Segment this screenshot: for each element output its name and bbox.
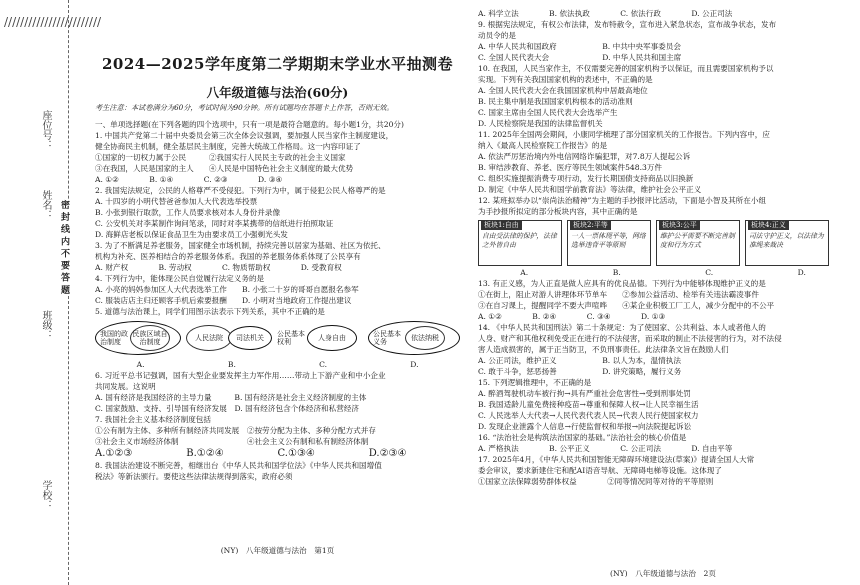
q5-diagram-c (277, 325, 368, 351)
question-line: ③在我国，人民是国家的主人 ④人民是中国特色社会主义制度的最大优势 (95, 164, 354, 173)
question-line: 动员令的是 (478, 31, 516, 40)
question-line: ①在街上，阻止对游人讲理体环节单车 ②参加公益活动、检举有关违法霸凌事件 (478, 290, 759, 299)
q12-box-justice (745, 220, 829, 266)
question-line: ①国家立法保障弱势群体权益 ②同等情况同等对待的平等原则 (478, 477, 714, 486)
question-line: A. 依法严厉惩治境内外电信网络诈骗犯罪，对7.8万人提起公诉 (478, 152, 691, 161)
option-label: C. (705, 268, 714, 277)
question-line: 人身、财产和其他权利免受正在进行的不法侵害，而采取的制止不法侵害的行为，对不法侵 (478, 334, 782, 343)
diagram-outer-ellipse (95, 321, 181, 355)
class-label: 班级： (40, 310, 51, 340)
question-line: 实现。下列有关我国国家机构的表述中，不正确的是 (478, 75, 653, 84)
option-label: D. (410, 360, 419, 369)
question-line: 7. 我国社会主义基本经济制度包括 (95, 415, 211, 424)
question-line: A. 公正司法，维护正义 B. 以人为本，温情执法 (478, 356, 681, 365)
question-line: 税法》等新法颁行。要使这些法律法规得到落实，政府必须 (95, 472, 293, 481)
question-line: C. 公安机关对李某制作询问笔录，同时对李某携带的信纸进行拍照取证 (95, 219, 334, 228)
question-line: ①公有制为主体、多种所有制经济共同发展 ②按劳分配为主体、多种分配方式并存 (95, 426, 376, 435)
question-line: 8. 我国法治建设不断完善，相继出台《中华人民共和国学位法》《中华人民共和国增值 (95, 461, 382, 470)
question-line: A. 财产权 B. 劳动权 C. 物质帮助权 D. 受教育权 (95, 263, 342, 272)
question-line: B. 小张到银行取款，工作人员要求核对本人身份并录像 (95, 208, 281, 217)
diagram-outer-label: 公民基本义务 (373, 330, 401, 346)
diagram-inner-ellipse (405, 326, 445, 350)
diagram-outer-label: 我国的政治制度 (100, 330, 128, 346)
box-heading: 板块1:自由 (481, 221, 522, 230)
question-line: ①国家的一切权力属于公民 ②我国实行人民民主专政的社会主义国家 (95, 153, 346, 162)
option-label: A. (520, 268, 529, 277)
footer-page-2: (NY) 八年级道德与法治 2页 (610, 569, 716, 578)
question-line: A. 十四岁的小明代替爸爸参加人大代表选举投票 (95, 197, 258, 206)
question-line: A. 全国人民代表大会在我国国家机构中居最高地位 (478, 86, 648, 95)
box-heading: 板块2:平等 (570, 221, 611, 230)
question-line: 17. 2025年4月，《中华人民共和国智能无障碍环境建设法(草案)》提请全国人大常 (478, 455, 755, 464)
question-line: 12. 某班拟举办以“崇尚法治精神”为主题的手抄报评比活动，下面是小智及其所在小组 (478, 196, 767, 205)
option-label: C.①③④ (277, 448, 315, 459)
exam-subject: 八年级道德与法治(60分) (206, 85, 349, 100)
diagram-inner-ellipse (130, 325, 170, 351)
slash-marks: //////////////////////// (4, 15, 102, 29)
diagram-inner-label: 民族区域自治制度 (132, 330, 168, 346)
question-line: D. 发现企业泄露个人信息→行使监督权和举报→向法院提起诉讼 (478, 422, 692, 431)
question-line: A. 严格执法 B. 公平正义 C. 公正司法 D. 自由平等 (478, 444, 733, 453)
question-line: 4. 下列行为中，能体现公民自觉履行法定义务的是 (95, 274, 265, 283)
question-line: C. 组织实施提振消费专项行动，发行长期国债支持商品以旧换新 (478, 174, 694, 183)
diagram-left-ellipse (186, 325, 232, 351)
question-line: 3. 为了不断满足养老服务，国家健全市场机制，持续完善以居家为基础、社区为依托、 (95, 241, 386, 250)
option-label: A.①②③ (95, 448, 133, 459)
question-line: A. ①② B. ②④ C. ③④ D. ①③ (478, 312, 666, 321)
question-line: A. 小亮的妈妈参加区人大代表选举工作 B. 小张二十岁的哥哥自愿报名参军 (95, 285, 359, 294)
q7-options (95, 447, 460, 460)
box-heading: 板块4:正义 (748, 221, 789, 230)
exam-title: 2024—2025学年度第二学期期末学业水平抽测卷 (102, 55, 453, 73)
q12-box-fairness (656, 220, 740, 266)
box-body: 一人一票体现平等，网络选举违背平等原则 (571, 232, 646, 249)
diagram-outer-label: 人民法院 (195, 333, 223, 342)
school-label: 学校： (40, 480, 51, 510)
question-line: ③在自习课上，提醒同学不要大声喧哗 ④某企业积极工厂工人，减少分配中的不公平 (478, 301, 775, 310)
option-label: B.①②④ (186, 448, 224, 459)
seal-warning: 密 封 线 内 不 要 答 题 (59, 200, 69, 294)
left-questions-1 (95, 119, 460, 317)
left-questions-2 (95, 370, 460, 447)
question-line: 9. 根据宪法规定，有权公布法律，发布特赦令，宣布进入紧急状态，宣布战争状态，发布 (478, 20, 777, 29)
question-line: ③社会主义市场经济体制 ④社会主义公有制和私有制经济体制 (95, 437, 369, 446)
question-line: 6. 习近平总书记强调，国有大型企业要发挥主力军作用……带动上下游产业和中小企业 (95, 371, 386, 380)
q5-options (95, 359, 460, 370)
option-label: A. (136, 360, 145, 369)
q5-diagram-b (186, 325, 277, 351)
diagram-inner-ellipse (307, 325, 357, 351)
q5-diagram-a (95, 321, 186, 355)
diagram-outer-label: 公民基本权利 (277, 330, 305, 346)
question-line: B. 民主集中制是我国国家机构根本的活动准则 (478, 97, 633, 106)
question-line: 委会审议，要求新建住宅和配AI语音导航、无障碍电梯等设施。这体现了 (478, 466, 722, 475)
question-line: 共同发展。这说明 (95, 382, 156, 391)
box-body: 司法守护正义，以法律为准绳来裁决 (749, 232, 824, 249)
question-line: A. 国有经济是我国经济的主导力量 B. 国有经济是社会主义经济制度的主体 (95, 393, 367, 402)
binding-strip (0, 0, 102, 585)
option-label: B. (227, 360, 236, 369)
question-line: 13. 有正义感，为人正直是做人应具有的优良品德。下列行为中能够体现维护正义的是 (478, 279, 766, 288)
question-line: A. 醉酒驾驶机动车被行拘→具有严重社会危害性→受到刑事处罚 (478, 389, 691, 398)
question-line: 16. “法治社会是构筑法治国家的基础。”法治社会的核心价值是 (478, 433, 687, 442)
box-body: 自由受法律的保护，法律之外皆自由 (482, 232, 557, 249)
box-heading: 板块3:公平 (659, 221, 700, 230)
question-line: 1. 中国共产党第二十届中央委员会第三次全体会议强调，要加强人民当家作主制度建设， (95, 131, 394, 140)
question-line: 健全协商民主机制，健全基层民主制度，完善大统战工作格局。这一内容印证了 (95, 142, 361, 151)
q12-options (478, 267, 848, 278)
exam-note: 考生注意：本试卷满分为60分，考试时间为90分钟。所有试题均在答题卡上作答，否则无效。 (95, 103, 394, 112)
question-line: A. ①② B. ①④ C. ②③ D. ③④ (95, 175, 283, 184)
q12-box-equality (567, 220, 651, 266)
question-line: C. 服装店店主归还顾客手机后索要报酬 D. 小明对当地政府工作提出建议 (95, 296, 352, 305)
diagram-right-ellipse (228, 326, 272, 350)
diagram-inner-label: 人身自由 (318, 333, 346, 342)
seat-label: 座位号： (40, 110, 51, 150)
q12-boxes (478, 220, 848, 266)
question-line: C. 国家鼓励、支持、引导国有经济发展 D. 国有经济包含个体经济和私营经济 (95, 404, 360, 413)
question-line: 5. 道德与法治课上，同学们用图示法表示下列关系，其中不正确的是 (95, 307, 325, 316)
question-line: D. 人民检察院是我国的法律监督机关 (478, 119, 603, 128)
question-line: C. 敢于斗争，惩恶扬善 D. 讲究策略，履行义务 (478, 367, 682, 376)
left-column (95, 0, 460, 482)
question-line: 一、单项选择题(在下列各题的四个选项中，只有一项是最符合题意的。每小题1分，共20分) (95, 120, 404, 129)
question-line: 2. 我国宪法规定，公民的人格尊严不受侵犯。下列行为中，属于侵犯公民人格尊严的是 (95, 186, 386, 195)
left-questions-3 (95, 460, 460, 482)
question-line: A. 中华人民共和国政府 B. 中共中央军事委员会 (478, 42, 681, 51)
option-label: D. (797, 268, 806, 277)
question-line: 11. 2025年全国两会期间，小康同学梳理了部分国家机关的工作报告。下列内容中，应 (478, 130, 770, 139)
option-label: D.②③④ (368, 448, 407, 459)
question-line: B. 审结涉教育、养老、医疗等民生领域案件548.3万件 (478, 163, 663, 172)
name-label: 姓名： (40, 190, 51, 220)
diagram-outer-ellipse (368, 321, 460, 355)
question-line: D. 制定《中华人民共和国学前教育法》等法律，维护社会公平正义 (478, 185, 702, 194)
diagram-inner-label: 司法机关 (236, 333, 264, 342)
question-line: C. 全国人民代表大会 D. 中华人民共和国主席 (478, 53, 682, 62)
diagram-inner-label: 依法纳税 (411, 334, 439, 342)
box-body: 维护公平需要不断完善制度和行为方式 (660, 232, 735, 249)
question-line: 10. 在我国，人民当家作主，不仅需要完善的国家机构予以保证，而且需要国家机构予以 (478, 64, 774, 73)
right-column (478, 8, 848, 487)
q5-diagrams (95, 320, 460, 356)
option-label: C. (319, 360, 328, 369)
option-label: B. (612, 268, 621, 277)
question-line: 14. 《中华人民共和国刑法》第二十条规定：为了使国家、公共利益、本人或者他人的 (478, 323, 766, 332)
footer-page-1: (NY) 八年级道德与法治 第1页 (220, 546, 335, 555)
question-line: 害人造成损害的，属于正当防卫，不负刑事责任。此法律条文旨在鼓励人们 (478, 345, 729, 354)
question-line: 为手抄报所拟定的部分板块内容，其中正确的是 (478, 207, 638, 216)
question-line: B. 我国适龄儿童免费接种疫苗→尊重和保障人权→让人民幸福生活 (478, 400, 699, 409)
question-line: C. 人民选举人大代表→人民代表代表人民→代表人民行使国家权力 (478, 411, 699, 420)
q12-box-freedom (478, 220, 562, 266)
question-line: A. 科学立法 B. 依法执政 C. 依法行政 D. 公正司法 (478, 9, 733, 18)
q5-diagram-d (368, 321, 460, 355)
question-line: 机构为补充、医养相结合的养老服务体系。我国的养老服务体系体现了公民享有 (95, 252, 361, 261)
question-line: 15. 下列逻辑推理中，不正确的是 (478, 378, 592, 387)
question-line: 纳入《最高人民检察院工作报告》的是 (478, 141, 608, 150)
question-line: D. 海鲜店老板以保证食品卫生为由要求员工小强剃光头发 (95, 230, 288, 239)
question-line: C. 国家主席由全国人民代表大会选举产生 (478, 108, 618, 117)
